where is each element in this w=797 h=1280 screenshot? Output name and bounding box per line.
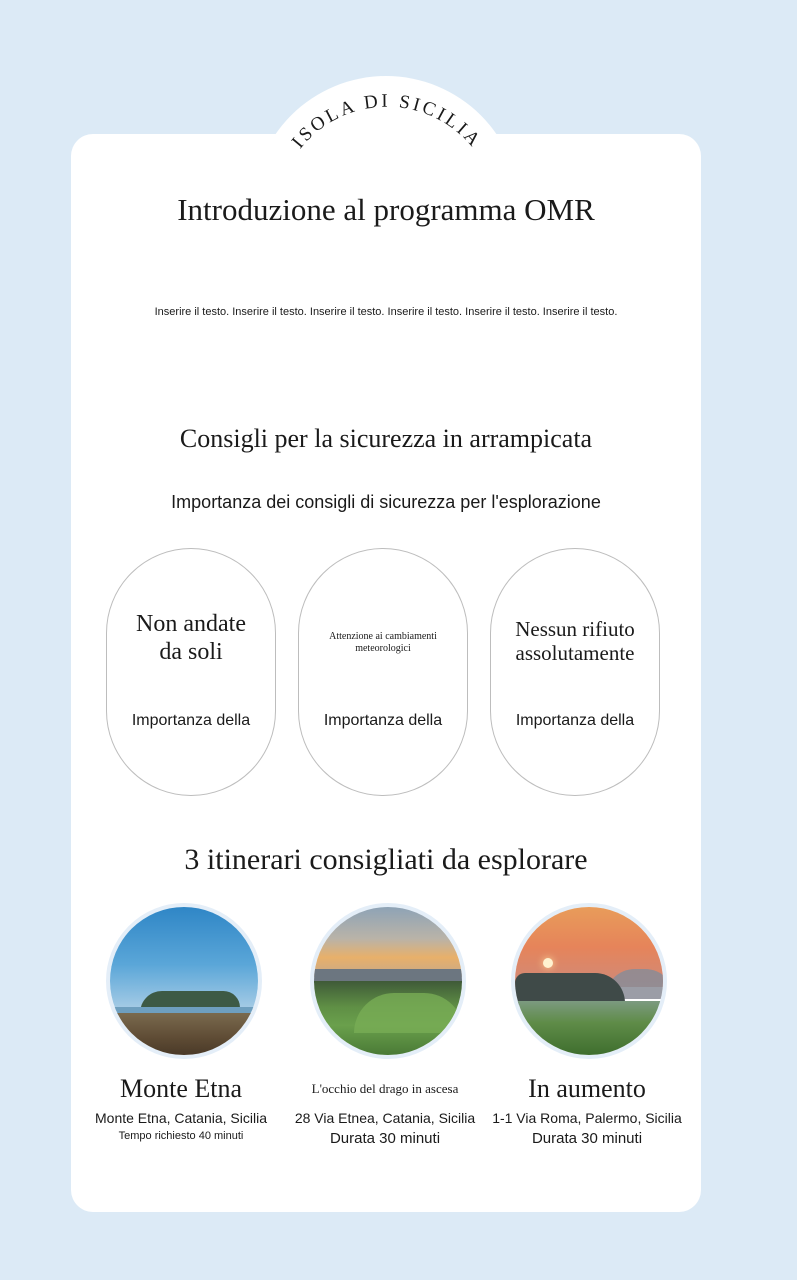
arch-label-text: ISOLA DI SICILIA xyxy=(287,90,487,153)
route-name: L'occhio del drago in ascesa xyxy=(311,1081,459,1096)
route-name: Monte Etna xyxy=(119,1074,243,1103)
arch-label xyxy=(236,86,536,206)
misty-sunrise-photo xyxy=(511,903,667,1059)
safety-tip-subtitle: Importanza della xyxy=(515,712,635,729)
route-name: In aumento xyxy=(528,1074,646,1103)
route-address: 1-1 Via Roma, Palermo, Sicilia xyxy=(492,1110,682,1126)
route-item xyxy=(285,1072,485,1147)
safety-tip-card xyxy=(490,548,660,796)
safety-subtitle: Importanza dei consigli di sicurezza per l'esplorazione xyxy=(171,492,601,512)
routes-title: 3 itinerari consigliati da esplorare xyxy=(184,843,588,876)
sunset-hills-photo xyxy=(310,903,466,1059)
intro-title: Introduzione al programma OMR xyxy=(177,192,595,227)
route-item xyxy=(81,1072,281,1142)
intro-body: Inserire il testo. Inserire il testo. Inserire il testo. Inserire il testo. Inserire il testo. Inserire il testo. xyxy=(154,306,618,318)
route-time: Durata 30 minuti xyxy=(531,1130,643,1147)
route-item xyxy=(487,1072,687,1147)
route-time: Durata 30 minuti xyxy=(329,1130,441,1147)
safety-tip-title: Nessun rifiuto assolutamente xyxy=(515,617,635,666)
svg-text:ISOLA DI SICILIA xyxy=(288,91,486,153)
safety-tip-title: Attenzione ai cambiamenti meteorologici xyxy=(329,631,437,654)
safety-tip-card xyxy=(106,548,276,796)
route-address: 28 Via Etnea, Catania, Sicilia xyxy=(294,1110,476,1126)
safety-tip-card xyxy=(298,548,468,796)
safety-tip-subtitle: Importanza della xyxy=(131,712,251,729)
safety-title: Consigli per la sicurezza in arrampicata xyxy=(179,424,593,453)
route-address: Monte Etna, Catania, Sicilia xyxy=(95,1110,267,1126)
coastal-cliff-photo xyxy=(106,903,262,1059)
route-time: Tempo richiesto 40 minuti xyxy=(118,1130,244,1142)
safety-tip-subtitle: Importanza della xyxy=(323,712,443,729)
safety-tip-title: Non andate da soli xyxy=(136,611,246,665)
